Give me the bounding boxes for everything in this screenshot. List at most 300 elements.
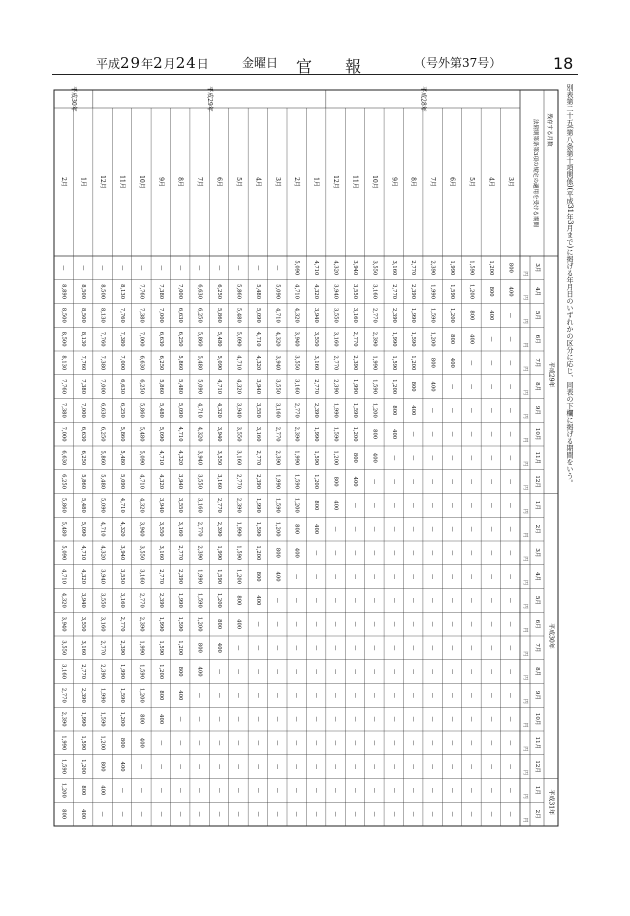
table-cell: 800 [371, 429, 378, 440]
table-cell: 3,940 [293, 331, 300, 347]
table-cell: 4,320 [80, 569, 87, 585]
table-cell: — [235, 787, 242, 793]
table-cell: 1,990 [449, 260, 456, 276]
table-cell: — [410, 597, 417, 603]
table-cell: — [468, 621, 475, 627]
table-cell: 1,200 [274, 521, 281, 537]
table-cell: 3,940 [196, 450, 203, 466]
table-cell: — [487, 787, 494, 793]
table-cell: 1,590 [216, 569, 223, 585]
table-cell: 2,390 [196, 545, 203, 561]
table-cell: 400 [410, 405, 417, 416]
table-cell: — [371, 669, 378, 675]
table-cell: 1,590 [351, 402, 358, 418]
table-cell: — [507, 669, 514, 675]
table-cell: — [468, 360, 475, 366]
table-cell: — [468, 407, 475, 413]
table-cell: — [196, 692, 203, 698]
date-era: 平成 [96, 57, 121, 71]
month-label: 5月 [534, 595, 540, 605]
page-number: 18 [553, 54, 574, 73]
table-cell: — [332, 597, 339, 603]
table-cell: — [390, 764, 397, 770]
unit-label: 円 [522, 413, 528, 419]
table-cell: 5,090 [177, 402, 184, 418]
table-cell: 1,590 [80, 735, 87, 751]
table-cell: — [507, 431, 514, 437]
table-cell: 6,250 [60, 474, 67, 490]
table-cell: 3,160 [80, 640, 87, 656]
table-cell: — [235, 669, 242, 675]
table-cell: — [293, 645, 300, 651]
table-cell: 3,940 [80, 592, 87, 608]
table-cell: 1,990 [216, 545, 223, 561]
table-cell: — [371, 645, 378, 651]
row-label: 10月 [370, 175, 378, 189]
corner-note: 法附則第条第3項の規定の適用を受ける期間 [532, 118, 538, 228]
month-label: 9月 [534, 690, 540, 700]
table-cell: 1,200 [138, 687, 145, 703]
table-cell: — [216, 265, 223, 271]
row-label: 7月 [429, 177, 437, 187]
table-cell: 6,630 [118, 379, 125, 395]
table-cell: — [429, 574, 436, 580]
table-cell: — [332, 740, 339, 746]
table-cell: 2,770 [254, 450, 261, 466]
table-cell: 3,160 [351, 307, 358, 323]
table-cell: 5,090 [274, 284, 281, 300]
table-cell: 8,500 [80, 284, 87, 300]
table-cell: — [429, 455, 436, 461]
column-group-label: 平成31年 [547, 789, 555, 816]
table-cell: — [468, 479, 475, 485]
row-label: 6月 [448, 177, 456, 187]
table-cell: — [410, 787, 417, 793]
table-cell: — [216, 764, 223, 770]
table-cell: 3,550 [293, 355, 300, 371]
table-cell: — [410, 479, 417, 485]
table-cell: 1,590 [118, 687, 125, 703]
unit-label: 円 [522, 579, 528, 586]
unit-label: 円 [522, 508, 528, 514]
table-cell: 4,320 [196, 426, 203, 442]
table-cell: — [507, 716, 514, 722]
table-cell: 7,380 [80, 379, 87, 395]
table-cell: 5,860 [235, 284, 242, 300]
table-cell: — [196, 740, 203, 746]
table-cell: 3,160 [216, 474, 223, 490]
table-cell: 1,990 [313, 426, 320, 442]
table-cell: — [274, 669, 281, 675]
table-cell: — [254, 645, 261, 651]
table-cell: — [507, 312, 514, 318]
table-cell: 2,770 [177, 545, 184, 561]
unit-label: 円 [522, 627, 528, 633]
row-label: 7月 [196, 177, 204, 187]
table-cell: — [293, 692, 300, 698]
table-cell: 1,990 [80, 711, 87, 727]
remain-heading: 残存する月数 [546, 113, 552, 147]
month-label: 5月 [534, 310, 540, 320]
row-label: 12月 [99, 175, 107, 189]
table-cell: — [293, 716, 300, 722]
row-label: 4月 [487, 177, 495, 187]
table-cell: 5,090 [138, 450, 145, 466]
table-cell: 2,390 [332, 379, 339, 395]
table-cell: 6,250 [80, 450, 87, 466]
table-cell: 3,550 [274, 379, 281, 395]
table-cell: 1,990 [99, 687, 106, 703]
table-cell: 5,860 [80, 474, 87, 490]
month-label: 10月 [534, 427, 540, 441]
table-cell: 5,860 [216, 307, 223, 323]
table-cell: 6,250 [99, 426, 106, 442]
table-cell: 1,590 [99, 711, 106, 727]
table-cell: 800 [177, 666, 184, 677]
table-cell: 400 [216, 642, 223, 653]
table-cell: — [468, 526, 475, 532]
row-label: 5月 [467, 177, 475, 187]
table-cell: 8,500 [99, 284, 106, 300]
table-cell: — [332, 669, 339, 675]
table-cell: 4,320 [177, 450, 184, 466]
table-cell: — [332, 811, 339, 817]
table-cell: 3,940 [351, 260, 358, 276]
table-cell: — [371, 740, 378, 746]
table-cell: — [157, 740, 164, 746]
table-cell: — [507, 787, 514, 793]
table-cell: — [449, 716, 456, 722]
table-cell: 2,770 [235, 474, 242, 490]
table-cell: 800 [332, 476, 339, 487]
table-cell: 7,760 [138, 284, 145, 300]
table-cell: 800 [254, 571, 261, 582]
table-cell: 5,090 [196, 379, 203, 395]
table-cell: 7,760 [80, 355, 87, 371]
table-cell: 4,320 [235, 379, 242, 395]
table-cell: 2,390 [99, 664, 106, 680]
table-cell: 3,940 [99, 569, 106, 585]
table-cell: — [196, 787, 203, 793]
table-cell: — [332, 787, 339, 793]
table-cell: 5,480 [254, 284, 261, 300]
side-note: 別表第二十五(第八条第十項関係)(平成31年3月まで)に掲げる年月日のいずれかの区分に応じ、同表の下欄に掲げる期間をいう。 [566, 84, 574, 487]
table-cell: — [468, 645, 475, 651]
table-cell: — [157, 265, 164, 271]
table-cell: 3,940 [313, 307, 320, 323]
unit-label: 円 [522, 722, 528, 728]
table-cell: 1,990 [157, 616, 164, 632]
month-label: 11月 [534, 451, 540, 465]
table-cell: — [507, 550, 514, 556]
unit-label: 円 [522, 461, 528, 467]
table-cell: 1,200 [293, 497, 300, 513]
table-cell: 3,550 [371, 260, 378, 276]
table-cell: 6,250 [216, 284, 223, 300]
table-cell: 7,380 [99, 355, 106, 371]
table-cell: 2,390 [235, 497, 242, 513]
table-cell: — [196, 764, 203, 770]
column-group-label: 平成30年 [547, 623, 555, 649]
table-cell: — [157, 787, 164, 793]
table-cell: 4,320 [60, 592, 67, 608]
table-cell: 3,550 [332, 307, 339, 323]
table-cell: 4,320 [313, 284, 320, 300]
table-cell: 5,480 [138, 426, 145, 442]
unit-label: 円 [522, 318, 528, 324]
month-label: 3月 [534, 548, 540, 558]
table-cell: 3,550 [177, 497, 184, 513]
table-cell: — [313, 621, 320, 627]
month-label: 10月 [534, 712, 540, 726]
table-cell: — [429, 502, 436, 508]
table-cell: — [487, 574, 494, 580]
table-cell: 4,710 [60, 569, 67, 585]
table-cell: — [507, 360, 514, 366]
table-cell: — [507, 740, 514, 746]
table-cell: — [177, 764, 184, 770]
table-cell: — [429, 645, 436, 651]
table-cell: — [449, 692, 456, 698]
table-cell: 1,590 [468, 260, 475, 276]
table-cell: 2,770 [99, 640, 106, 656]
table-cell: — [410, 455, 417, 461]
month-label: 2月 [534, 809, 540, 819]
table-cell: 3,550 [118, 569, 125, 585]
table-cell: 2,390 [429, 260, 436, 276]
table-cell: 3,160 [371, 284, 378, 300]
table-cell: 3,550 [80, 616, 87, 632]
table-cell: — [468, 502, 475, 508]
table-cell: — [351, 764, 358, 770]
table-cell: — [507, 811, 514, 817]
table-cell: — [390, 645, 397, 651]
table-cell: 800 [60, 809, 67, 820]
table-cell: — [507, 692, 514, 698]
table-cell: 400 [254, 595, 261, 606]
table-cell: — [235, 265, 242, 271]
table-cell: 3,550 [313, 331, 320, 347]
table-cell: — [468, 455, 475, 461]
table-cell: 3,160 [235, 450, 242, 466]
table-cell: — [487, 597, 494, 603]
row-label: 8月 [176, 177, 184, 187]
table-cell: 1,590 [410, 331, 417, 347]
table-cell: — [196, 811, 203, 817]
table-cell: — [468, 431, 475, 437]
table-cell: 1,200 [332, 450, 339, 466]
table-cell: 4,320 [216, 402, 223, 418]
table-cell: 2,770 [332, 355, 339, 371]
table-cell: — [332, 550, 339, 556]
table-cell: 1,200 [157, 664, 164, 680]
table-cell: — [449, 502, 456, 508]
issue-number: （号外第37号） [414, 56, 502, 70]
table-cell: — [507, 479, 514, 485]
table-cell: — [429, 787, 436, 793]
table-cell: — [487, 550, 494, 556]
table-cell: — [468, 384, 475, 390]
table-cell: — [313, 574, 320, 580]
table-cell: — [487, 740, 494, 746]
table-cell: 6,250 [118, 402, 125, 418]
table-cell: — [449, 740, 456, 746]
table-cell: 1,200 [390, 379, 397, 395]
table-cell: — [254, 621, 261, 627]
month-label: 11月 [534, 736, 540, 750]
table-cell: — [410, 764, 417, 770]
table-cell: 6,630 [60, 450, 67, 466]
table-cell: 1,990 [351, 379, 358, 395]
table-cell: — [313, 764, 320, 770]
table-cell: — [468, 764, 475, 770]
table-cell: 1,200 [235, 569, 242, 585]
table-cell: 1,990 [196, 569, 203, 585]
table-cell: 800 [429, 357, 436, 368]
table-cell: 5,090 [118, 474, 125, 490]
table-cell: 5,480 [157, 402, 164, 418]
table-cell: 5,090 [157, 426, 164, 442]
table-cell: — [177, 740, 184, 746]
table-cell: — [468, 787, 475, 793]
table-cell: 1,200 [313, 474, 320, 490]
table-cell: — [313, 811, 320, 817]
table-cell: 1,590 [235, 545, 242, 561]
table-cell: 3,550 [351, 284, 358, 300]
unit-label: 円 [522, 651, 528, 657]
table-cell: 800 [449, 334, 456, 345]
table-cell: 1,590 [390, 355, 397, 371]
table-cell: 3,550 [99, 592, 106, 608]
table-cell: 6,630 [177, 307, 184, 323]
table-cell: — [351, 740, 358, 746]
table-cell: 4,710 [293, 284, 300, 300]
month-label: 4月 [534, 572, 540, 582]
table-cell: 1,200 [99, 735, 106, 751]
row-label: 9月 [390, 177, 398, 187]
table-cell: 4,320 [138, 497, 145, 513]
date-year-unit: 年 [141, 57, 154, 71]
column-group-label: 平成29年 [547, 361, 555, 388]
table-cell: — [235, 692, 242, 698]
table-cell: — [410, 550, 417, 556]
table-cell: 6,250 [138, 379, 145, 395]
table-cell: 4,710 [313, 260, 320, 276]
table-cell: 800 [99, 761, 106, 772]
row-group-label: 平成28年 [419, 86, 427, 112]
table-cell: 3,550 [216, 450, 223, 466]
table-cell: 6,630 [138, 355, 145, 371]
table-cell: 1,200 [196, 616, 203, 632]
table-cell: 2,390 [216, 521, 223, 537]
table-cell: — [60, 265, 67, 271]
table-cell: — [332, 692, 339, 698]
table-cell: 400 [468, 334, 475, 345]
row-label: 2月 [60, 177, 68, 187]
table-cell: 3,160 [138, 569, 145, 585]
unit-label: 円 [522, 294, 528, 301]
table-cell: 5,090 [216, 355, 223, 371]
table-cell: — [487, 621, 494, 627]
table-cell: 3,940 [177, 474, 184, 490]
row-label: 8月 [409, 177, 417, 187]
unit-label: 円 [522, 793, 528, 799]
table-cell: — [235, 740, 242, 746]
table-cell: — [371, 526, 378, 532]
table-cell: — [293, 574, 300, 580]
table-cell: — [313, 597, 320, 603]
table-cell: 3,160 [157, 545, 164, 561]
table-cell: 800 [468, 310, 475, 321]
table-cell: — [507, 502, 514, 508]
table-cell: 2,770 [274, 426, 281, 442]
table-cell: — [390, 479, 397, 485]
table-cell: 3,940 [60, 616, 67, 632]
table-cell: — [487, 692, 494, 698]
month-label: 9月 [534, 405, 540, 415]
table-cell: — [410, 740, 417, 746]
table-cell: 1,590 [449, 284, 456, 300]
table-cell: 8,500 [60, 307, 67, 323]
table-cell: — [449, 811, 456, 817]
table-cell: 800 [157, 690, 164, 701]
table-cell: 7,760 [99, 331, 106, 347]
table-cell: 4,320 [274, 331, 281, 347]
table-cell: — [429, 740, 436, 746]
table-cell: 5,860 [196, 331, 203, 347]
table-cell: — [449, 384, 456, 390]
table-cell: — [410, 669, 417, 675]
unit-label: 円 [522, 746, 528, 752]
table-cell: 1,990 [60, 735, 67, 751]
table-cell: — [216, 740, 223, 746]
table-cell: 5,480 [177, 379, 184, 395]
row-label: 6月 [215, 177, 223, 187]
table-cell: 5,860 [157, 379, 164, 395]
table-cell: — [274, 740, 281, 746]
table-cell: 8,500 [80, 307, 87, 323]
table-cell: 1,200 [371, 402, 378, 418]
table-cell: 800 [80, 785, 87, 796]
table-cell: 1,990 [390, 331, 397, 347]
table-cell: 400 [487, 310, 494, 321]
table-cell: 7,000 [177, 284, 184, 300]
month-label: 7月 [534, 643, 540, 653]
table-cell: — [293, 740, 300, 746]
table-cell: 3,940 [118, 545, 125, 561]
table-cell: 5,480 [99, 474, 106, 490]
table-cell: — [274, 716, 281, 722]
table-cell: 2,390 [371, 331, 378, 347]
row-label: 1月 [312, 177, 320, 187]
table-cell: 7,000 [99, 379, 106, 395]
table-cell: 2,390 [118, 640, 125, 656]
table-cell: — [429, 479, 436, 485]
month-label: 6月 [534, 619, 540, 629]
table-cell: 800 [313, 500, 320, 511]
table-cell: 4,320 [332, 260, 339, 276]
table-cell: — [487, 811, 494, 817]
table-cell: — [449, 455, 456, 461]
table-cell: — [157, 811, 164, 817]
table-cell: — [468, 574, 475, 580]
table-cell: — [507, 455, 514, 461]
table-cell: 2,390 [254, 474, 261, 490]
table-cell: 1,990 [410, 307, 417, 323]
table-cell: — [487, 716, 494, 722]
table-cell: 7,380 [157, 284, 164, 300]
table-cell: 4,320 [254, 355, 261, 371]
